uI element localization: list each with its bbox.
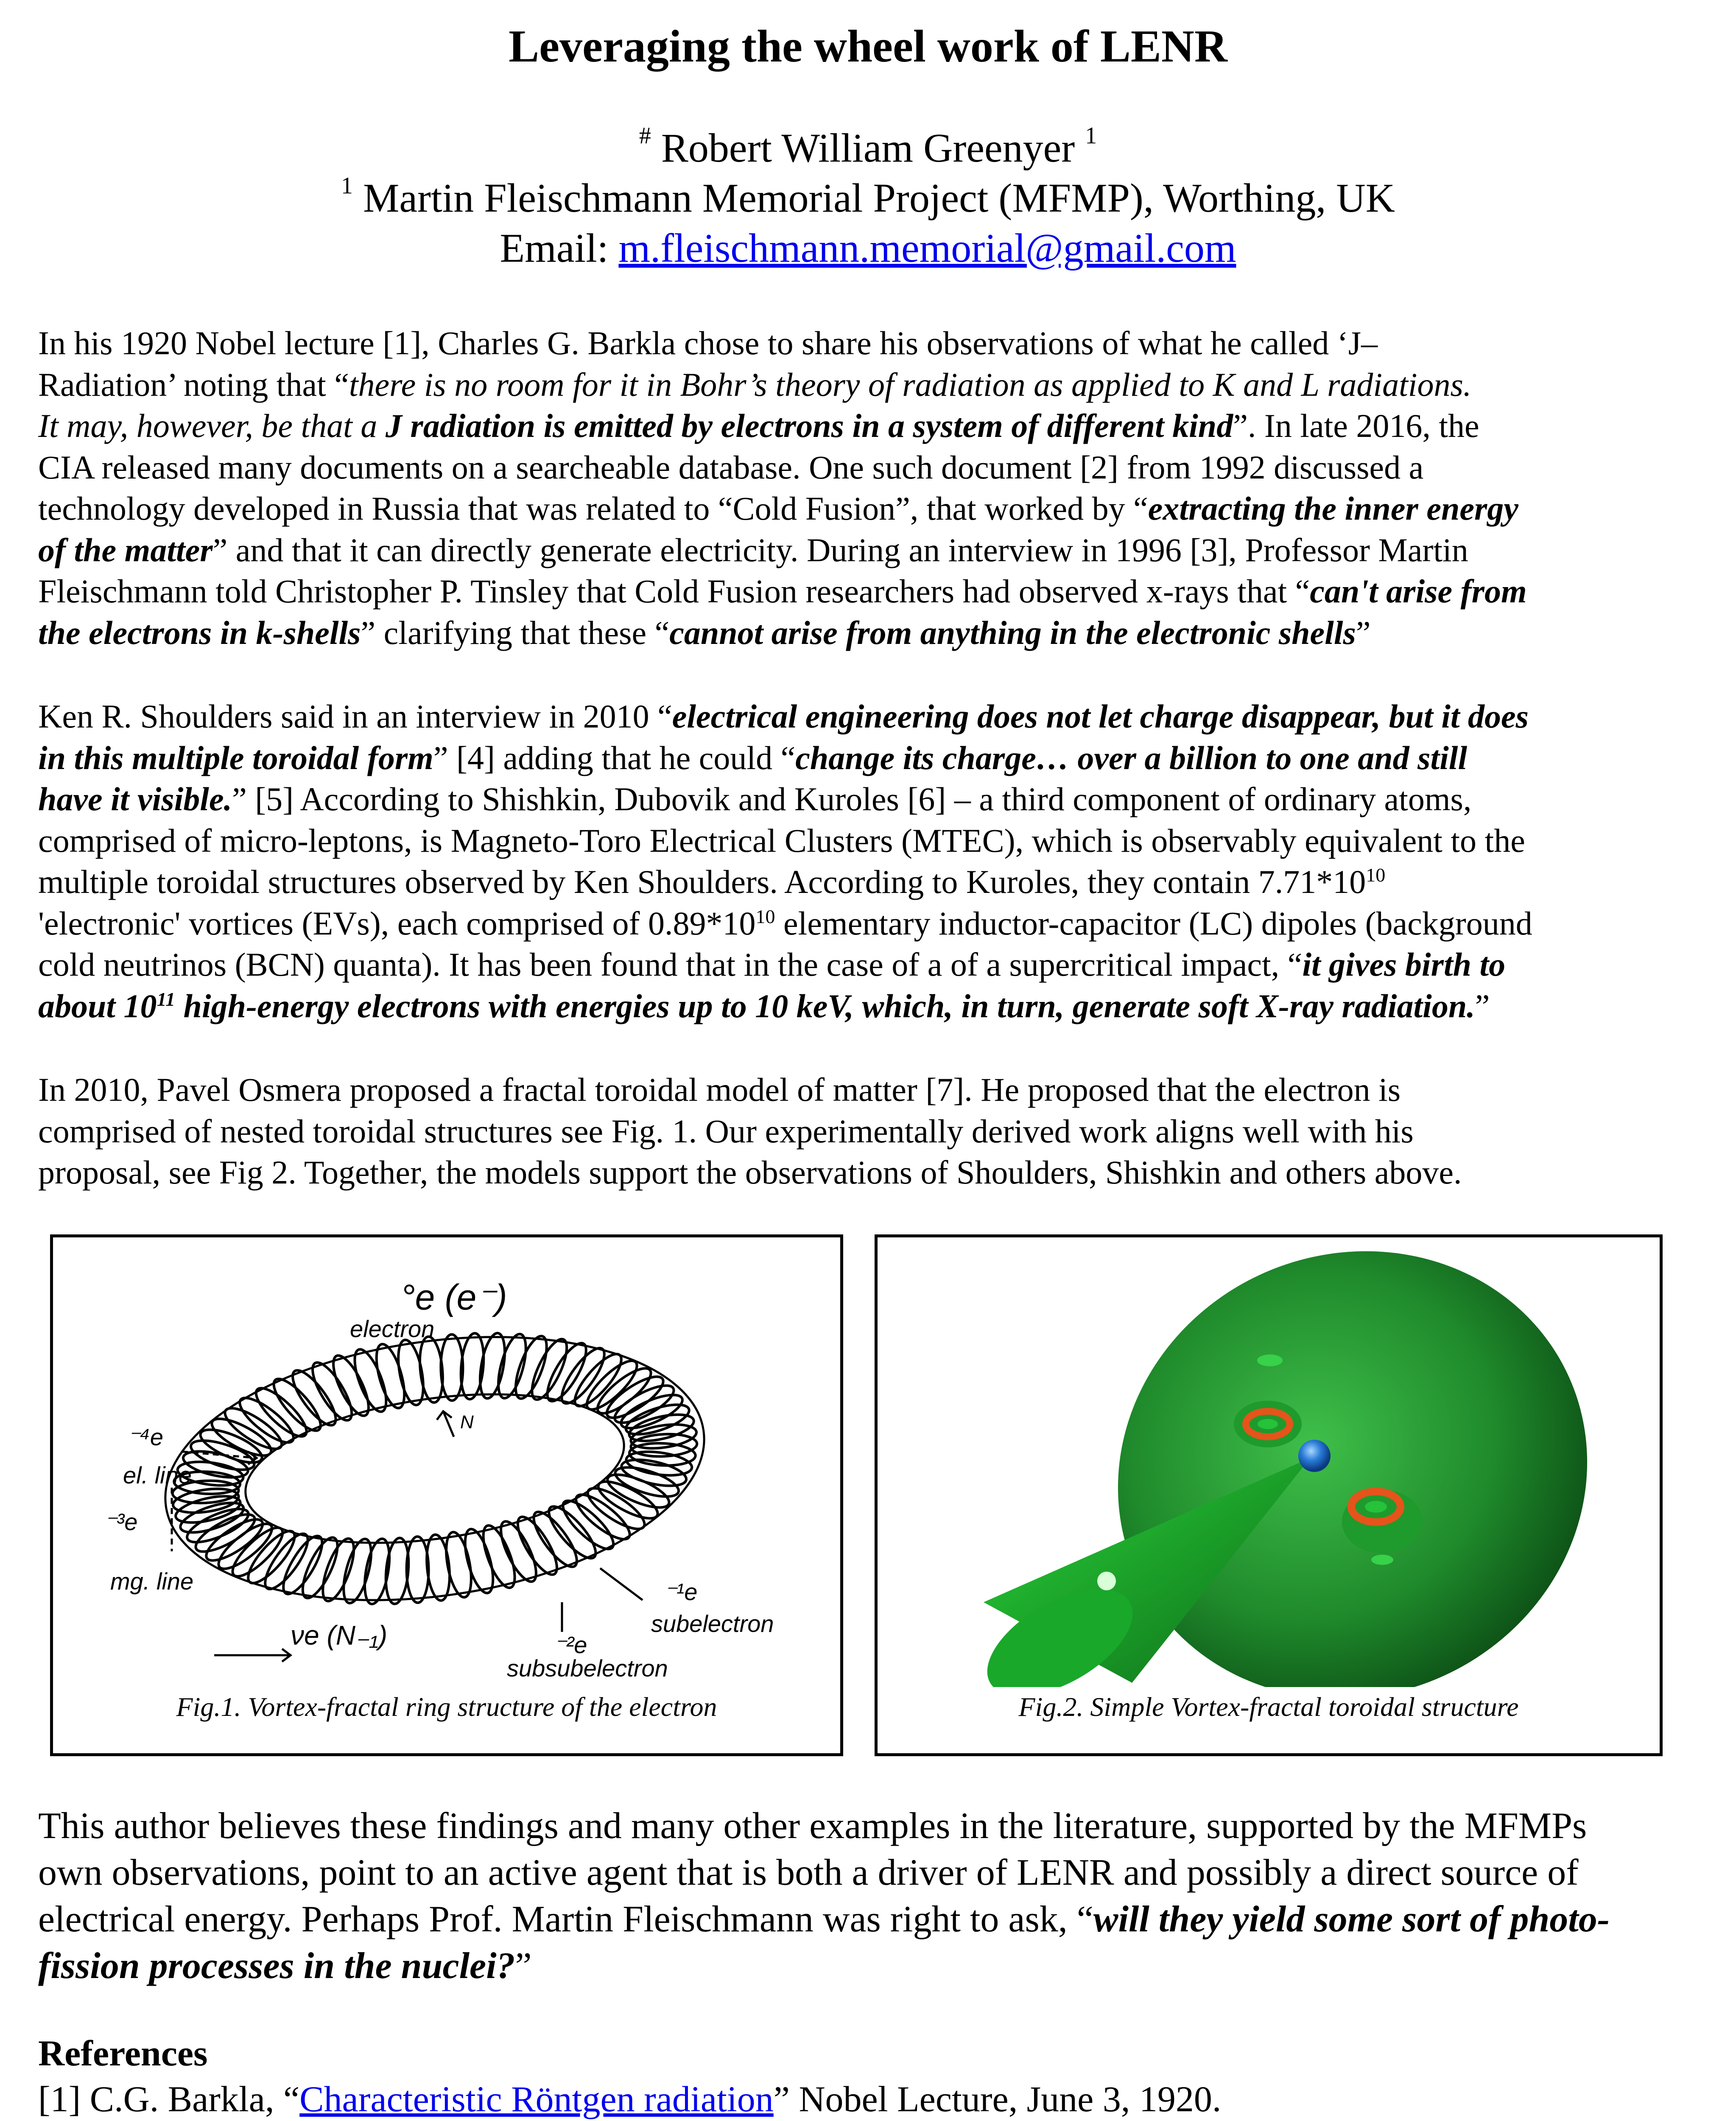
email-line bbox=[0, 223, 1736, 273]
fig1-label-subelectron: subelectron bbox=[651, 1610, 774, 1637]
fig1-label-mg-line: mg. line bbox=[110, 1568, 194, 1595]
p4-line: own observations, point to an active agent that is both a driver of LENR and possibly a direct source of bbox=[38, 1852, 1579, 1893]
author-mark: # bbox=[639, 123, 651, 149]
affiliation-text: Martin Fleischmann Memorial Project (MFMP), Worthing, UK bbox=[363, 175, 1395, 221]
torus-coil-loop bbox=[493, 1331, 531, 1401]
torus-coil-loop bbox=[394, 1338, 428, 1407]
p1-line: In his 1920 Nobel lecture [1], Charles G. Barkla chose to share his observations of what he called ‘J– bbox=[38, 325, 1378, 361]
figure-2-caption: Fig.2. Simple Vortex-fractal toroidal structure bbox=[1018, 1692, 1519, 1722]
torus-coil-loop bbox=[477, 1522, 521, 1591]
p2-line: have it visible.” [5] According to Shishkin, Dubovik and Kuroles [6] – a third component of ordinary atoms, bbox=[38, 781, 1472, 817]
torus-coil-loop bbox=[348, 1346, 392, 1415]
torus-coil-loop bbox=[525, 1335, 573, 1404]
fig1-label-e-top: °e (e⁻) bbox=[401, 1277, 507, 1317]
fig1-label-ve: νe (N₋₁) bbox=[291, 1620, 388, 1651]
fig1-label-e1: ⁻¹e bbox=[664, 1578, 698, 1605]
p3-line: In 2010, Pavel Osmera proposed a fractal toroidal model of matter [7]. He proposed that the electron is bbox=[38, 1071, 1401, 1108]
paragraph-1 bbox=[38, 322, 1701, 653]
torus-coil-loop bbox=[459, 1526, 498, 1596]
figure-1 bbox=[50, 1234, 843, 1756]
p2-line: 'electronic' vortices (EVs), each comprised of $0.89*10^{10}$ elementary inductor-capacitor (LC) dipoles (background bbox=[38, 904, 1532, 942]
fig1-label-el-line: el. line bbox=[123, 1462, 192, 1489]
paragraph-3 bbox=[38, 1069, 1701, 1193]
reference-link[interactable]: Characteristic Röntgen radiation bbox=[299, 2079, 774, 2119]
author-name: Robert William Greenyer bbox=[661, 125, 1075, 171]
p4-line: electrical energy. Perhaps Prof. Martin Fleischmann was right to ask, “will they yield some sort of photo- bbox=[38, 1899, 1610, 1940]
p1-line: It may, however, be that a J radiation is emitted by electrons in a system of different kind”. In late 2016, the bbox=[38, 407, 1479, 444]
p1-line: CIA released many documents on a searcheable database. One such document [2] from 1992 discussed a bbox=[38, 448, 1424, 486]
torus-coil-loop bbox=[338, 1536, 377, 1606]
affiliation-line bbox=[0, 173, 1736, 223]
author-sup: 1 bbox=[1085, 123, 1097, 149]
torus-coil-loop bbox=[582, 1481, 650, 1536]
email-link[interactable]: m.fleischmann.memorial@gmail.com bbox=[618, 225, 1236, 271]
p2-line: comprised of micro-leptons, is Magneto-Toro Electrical Clusters (MTEC), which is observably equivalent to the bbox=[38, 822, 1525, 859]
p2-line: cold neutrinos (BCN) quanta). It has been found that in the case of a of a supercritical impact, “it gives birth to bbox=[38, 946, 1506, 983]
toroidal-structure-render bbox=[878, 1237, 1660, 1687]
p1-line: technology developed in Russia that was related to “Cold Fusion”, that worked by “extracting the inner energy bbox=[38, 490, 1518, 527]
fig1-label-e3: ⁻³e bbox=[104, 1508, 138, 1535]
vortex-ring-electron-drawing bbox=[53, 1237, 840, 1687]
author-line bbox=[0, 123, 1736, 173]
torus-coil-loop bbox=[442, 1530, 476, 1599]
paragraph-2 bbox=[38, 696, 1701, 1027]
torus-coil-loop bbox=[594, 1475, 663, 1525]
fig1-label-n: N bbox=[460, 1412, 474, 1433]
figure-2 bbox=[875, 1234, 1663, 1756]
p1-line: of the matter” and that it can directly generate electricity. During an interview in 1996 [3], Professor Martin bbox=[38, 531, 1468, 568]
references-heading: References bbox=[38, 2033, 208, 2073]
p4-line: This author believes these findings and many other examples in the literature, supported by the MFMPs bbox=[38, 1805, 1587, 1847]
affiliation-sup: 1 bbox=[341, 173, 353, 199]
torus-coil-loop bbox=[441, 1335, 463, 1401]
fig1-label-e4: ⁻⁴e bbox=[127, 1424, 163, 1450]
paper-title: Leveraging the wheel work of LENR bbox=[509, 21, 1227, 72]
p1-line: the electrons in k-shells” clarifying that these “cannot arise from anything in the electronic shells” bbox=[38, 614, 1371, 651]
p1-line: Radiation’ noting that “there is no room for it in Bohr’s theory of radiation as applied to K and L radiations. bbox=[38, 366, 1472, 403]
fig1-label-subsubelectron: subsubelectron bbox=[507, 1655, 668, 1682]
p2-line: multiple toroidal structures observed by Ken Shoulders. According to Kuroles, they contain $7.71*10^{10}$ bbox=[38, 863, 1386, 900]
p2-line: Ken R. Shoulders said in an interview in 2010 “electrical engineering does not let charge disappear, but it does bbox=[38, 698, 1529, 735]
torus-coil-loop bbox=[296, 1533, 344, 1602]
torus-coil-loop bbox=[406, 1536, 429, 1603]
paragraph-4 bbox=[38, 1803, 1701, 1989]
fig1-label-electron: electron bbox=[350, 1315, 435, 1342]
p2-line: about $10^{11}$ high-energy electrons with energies up to 10 keV, which, in turn, generate soft X-ray radiation.” bbox=[38, 987, 1490, 1024]
torus-coil-loop bbox=[371, 1341, 410, 1411]
fig1-label-e2: ⁻²e bbox=[554, 1631, 587, 1658]
figure-1-caption: Fig.1. Vortex-fractal ring structure of the electron bbox=[176, 1692, 717, 1722]
reference-item: [1] C.G. Barkla, “Characteristic Röntgen radiation” Nobel Lecture, June 3, 1920. bbox=[38, 2079, 1222, 2119]
email-label: Email: bbox=[500, 225, 619, 271]
p3-line: proposal, see Fig 2. Together, the models support the observations of Shoulders, Shishkin and others above. bbox=[38, 1154, 1462, 1191]
p3-line: comprised of nested toroidal structures see Fig. 1. Our experimentally derived work aligns well with his bbox=[38, 1112, 1414, 1150]
p4-line: fission processes in the nuclei?” bbox=[38, 1945, 532, 1987]
p2-line: in this multiple toroidal form” [4] adding that he could “change its charge… over a billion to one and still bbox=[38, 739, 1468, 776]
p1-line: Fleischmann told Christopher P. Tinsley that Cold Fusion researchers had observed x-rays that “can't arise from bbox=[38, 573, 1527, 610]
torus-coil-loop bbox=[220, 1401, 287, 1456]
